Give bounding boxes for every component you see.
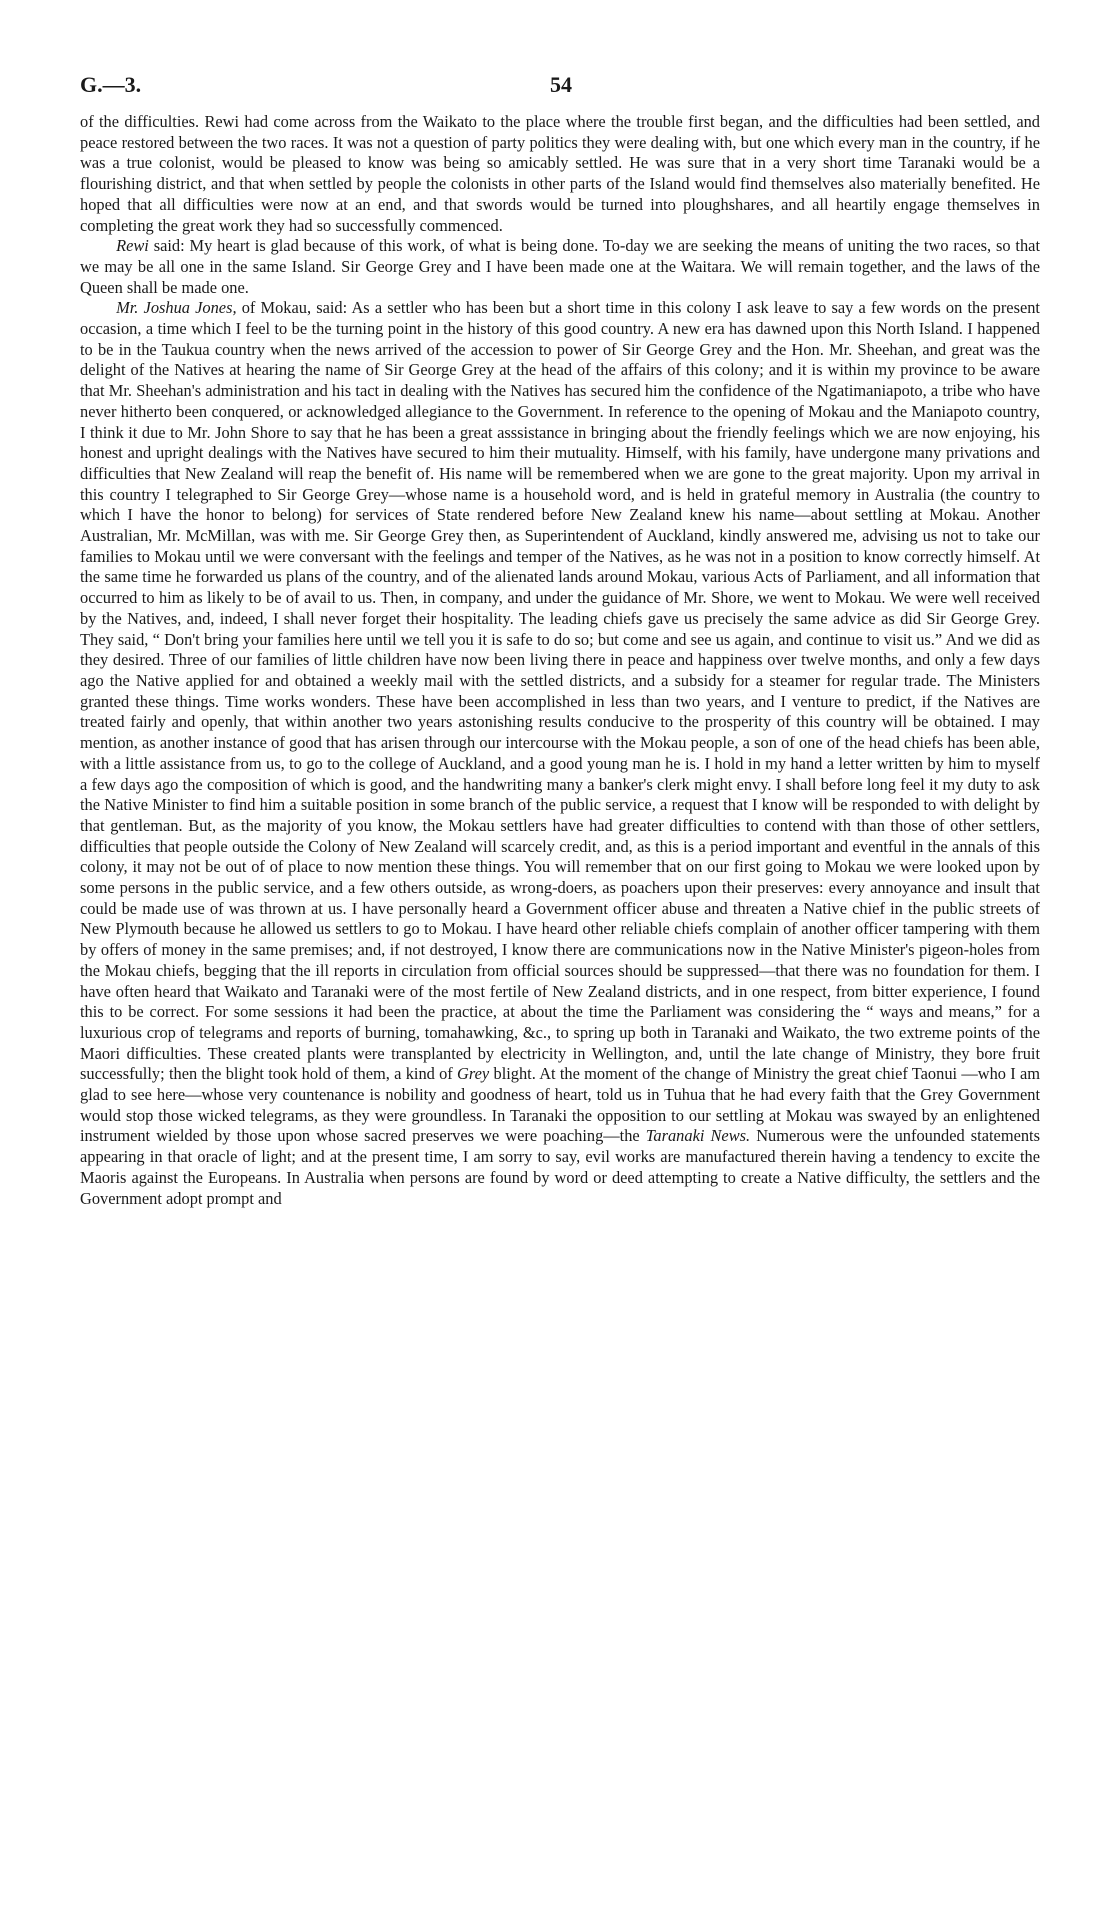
speaker-name: Mr. Joshua Jones, <box>116 298 237 318</box>
speaker-name: Rewi <box>116 236 149 256</box>
paragraph-text: Numerous were the unfounded statements appearing in that oracle of light; and at the present time, I am sorry to say, evil works are manufactured therein having a tendency to excite the Maoris against the Europeans. In Australia when persons are found by word or deed attempting to create a Native difficulty, the settlers and the Government adopt prompt and <box>80 1126 1040 1208</box>
newspaper-title: Taranaki News. <box>645 1126 751 1146</box>
paragraph-text: of Mokau, said: As a settler who has been but a short time in this colony I ask leave to say a few words on the present occasion, a time which I feel to be the turning point in the history of this good country. A new era has dawned upon this North Island. I happened to be in the Taukua country when the news arrived of the accession to power of Sir George Grey and the Hon. Mr. Sheehan, and great was the delight of the Natives at hearing the name of Sir George Grey at the head of the affairs of this colony; and it is within my province to be aware that Mr. Sheehan's administration and his tact in dealing with the Natives has secured him the confidence of the Ngatimaniapoto, a tribe who have never hitherto been conquered, or acknowledged allegiance to the Government. In reference to the opening of Mokau and the Maniapoto country, I think it due to Mr. John Shore to say that he has been a great asssistance in bringing about the friendly feelings which we are now enjoying, his honest and upright dealings with the Natives have secured to him their mutuality. Himself, with his family, have undergone many privations and difficulties that New Zealand will reap the benefit of. His name will be remembered when we are gone to the great majority. Upon my arrival in this country I telegraphed to Sir George Grey—whose name is a household word, and is held in grateful memory in Australia (the country to which I have the honor to belong) for services of State rendered before New Zealand knew his name—about settling at Mokau. Another Australian, Mr. McMillan, was with me. Sir George Grey then, as Superintendent of Auckland, kindly answered me, advising us not to take our families to Mokau until we were conversant with the feelings and temper of the Natives, as he was not in a position to know correctly himself. At the same time he forwarded us plans of the country, and of the alienated lands around Mokau, various Acts of Parliament, and all information that occurred to him as likely to be of avail to us. Then, in company, and under the guidance of Mr. Shore, we went to Mokau. We were well received by the Natives, and, indeed, I shall never forget their hospitality. The leading chiefs gave us precisely the same advice as did Sir George Grey. They said, “ Don't bring your families here until we tell you it is safe to do so; but come and see us again, and continue to visit us.” And we did as they desired. Three of our families of little children have now been living there in peace and happiness over twelve months, and only a few days ago the Native applied for and obtained a weekly mail with the settled districts, and a subsidy for a steamer for regular trade. The Ministers granted these things. Time works wonders. These have been accomplished in less than two years, and I venture to predict, if the Natives are treated fairly and openly, that within another two years astonishing results conducive to the prosperity of this country will be obtained. I may mention, as another instance of good that has arisen through our intercourse with the Mokau people, a son of one of the head chiefs has been able, with a little assistance from us, to go to the college of Auckland, and a good young man he is. I hold in my hand a letter written by him to myself a few days ago the composition of which is good, and the handwriting many a banker's clerk might envy. I shall before long feel it my duty to ask the Native Minister to find him a suitable position in some branch of the public service, a request that I know will be responded to with delight by that gentleman. But, as the majority of you know, the Mokau settlers have had greater difficulties to contend with than those of other settlers, difficulties that people outside the Colony of New Zealand will scarcely credit, and, as this is a period important and eventful in the annals of this colony, it may not be out of of place to now mention these things. You will remember that on our first going to Mokau we were looked upon by some persons in the public service, and a few others outside, as wrong-doers, as poachers upon their preserves: every annoyance and insult that could be made use of was thrown at us. I have personally heard a Government officer abuse and threaten a Native chief in the public streets of New Plymouth because he allowed us settlers to go to Mokau. I have heard other reliable chiefs complain of another officer tampering with them by offers of money in the same premises; and, if not destroyed, I know there are communications now in the Native Minister's pigeon-holes from the Mokau chiefs, begging that the ill reports in circulation from official sources should be suppressed—that there was no foundation for them. I have often heard that Waikato and Taranaki were of the most fertile of New Zealand districts, and in one respect, from bitter experience, I found this to be correct. For some sessions it had been the practice, at about the time the Parliament was considering the “ ways and means,” for a luxurious crop of telegrams and reports of burning, tomahawking, &c., to spring up both in Taranaki and Waikato, the two extreme points of the Maori difficulties. These created plants were transplanted by electricity in Wellington, and, until the late change of Ministry, they bore fruit successfully; then the blight took hold of them, a kind of <box>80 298 1040 1084</box>
paragraph-text: blight. At the moment of the change of Ministry the great chief Taonui —who I am glad to see here—whose very countenance is nobility and goodness of heart, told us in Tuhua that he had every faith that the Grey Government would stop those wicked telegrams, as they were groundless. In Taranaki the opposition to our settling at Mokau was swayed by an enlightened instrument wielded by those upon whose sacred preserves we were poaching—the <box>80 1064 1040 1146</box>
paragraph-continued <box>80 112 1040 236</box>
paragraph-text: of the difficulties. Rewi had come across from the Waikato to the place where the trouble first began, and the difficulties had been settled, and peace restored between the two races. It was not a question of party politics they were dealing with, but one which every man in the country, if he was a true colonist, would be pleased to know was being so amicably settled. He was sure that in a very short time Taranaki would be a flourishing district, and that when settled by people the colonists in other parts of the Island would find themselves also materially benefited. He hoped that all difficulties were now at an end, and that swords would be turned into ploughshares, and all heartily engage themselves in completing the great work they had so successfully commenced. <box>80 112 1040 235</box>
paragraph-text: said: My heart is glad because of this work, of what is being done. To-day we are seeking the means of uniting the two races, so that we may be all one in the same Island. Sir George Grey and I have been made one at the Waitara. We will remain together, and the laws of the Queen shall be made one. <box>80 236 1040 297</box>
paragraph-rewi <box>80 236 1040 298</box>
italic-word: Grey <box>457 1064 490 1084</box>
document-reference: G.—3. <box>80 72 142 97</box>
body-text <box>80 112 1040 1209</box>
page-number: 54 <box>550 72 572 97</box>
document-page <box>80 72 1040 1209</box>
page-header <box>80 72 1040 112</box>
paragraph-jones <box>80 298 1040 1209</box>
